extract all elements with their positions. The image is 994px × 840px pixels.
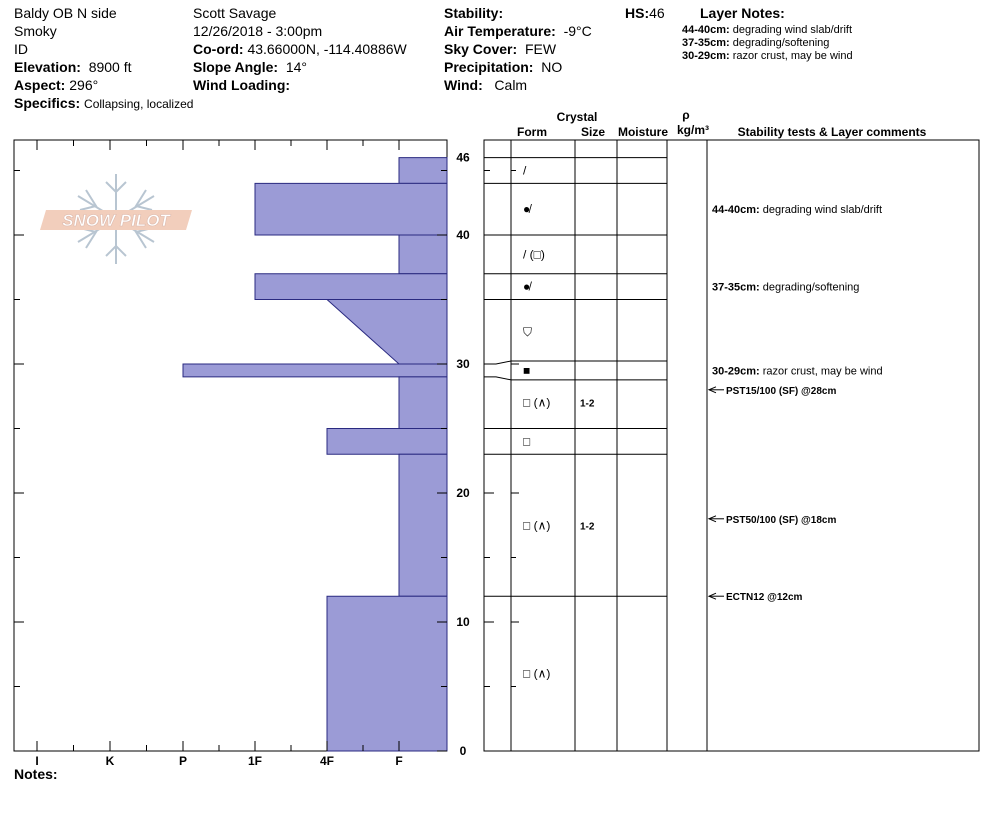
observation-datetime: 12/26/2018 - 3:00pm — [193, 23, 323, 39]
logo-text: SNOW PILOT — [62, 211, 170, 230]
layer-note: 44-40cm: degrading wind slab/drift — [682, 24, 853, 36]
snowpilot-logo — [40, 174, 192, 264]
size-header: Size — [580, 125, 606, 139]
crystal-form-symbol: ⛉ — [523, 324, 533, 339]
sky-cover-field: Sky Cover: FEW — [444, 41, 557, 57]
hardness-tick-label: I — [35, 754, 39, 768]
stability-test-label: PST15/100 (SF) @28cm — [726, 385, 837, 397]
hardness-layer-bar — [399, 158, 447, 184]
crystal-size: 1-2 — [580, 398, 595, 410]
hardness-tick-label: P — [178, 754, 188, 768]
depth-tick-label: 20 — [456, 486, 470, 500]
crystal-form-symbol: ●̸ — [523, 202, 531, 217]
density-unit: kg/m³ — [676, 123, 710, 137]
crystal-form-symbol: □ — [523, 434, 531, 449]
layer-table-columns — [511, 140, 707, 751]
density-symbol: ρ — [682, 108, 690, 122]
crystal-form-symbol: / — [523, 163, 527, 178]
layer-notes-title: Layer Notes: — [700, 5, 785, 21]
crystal-form-symbol: / (□) — [523, 247, 545, 262]
crystal-form-symbol: □ (∧) — [523, 666, 551, 681]
stability-field: Stability: — [444, 5, 504, 21]
hardness-layer-bar — [327, 596, 447, 751]
form-header: Form — [517, 125, 547, 139]
comments-header: Stability tests & Layer comments — [737, 125, 927, 139]
elevation-field: Elevation: 8900 ft — [14, 59, 132, 75]
notes-field: Notes: — [14, 766, 58, 782]
crystal-size: 1-2 — [580, 521, 595, 533]
depth-tick-label: 10 — [456, 615, 470, 629]
layer-note: 30-29cm: razor crust, may be wind — [682, 50, 853, 62]
hardness-layer-bar — [183, 364, 447, 377]
crystal-form-symbol: ●̸ — [523, 279, 531, 294]
moisture-header: Moisture — [617, 125, 669, 139]
coordinates-field: Co-ord: 43.66000N, -114.40886W — [193, 41, 407, 57]
stability-test-label: PST50/100 (SF) @18cm — [726, 514, 837, 526]
layer-comment: 30-29cm: razor crust, may be wind — [712, 365, 883, 378]
slope-angle-field: Slope Angle: 14° — [193, 59, 307, 75]
mountain-range: Smoky — [14, 23, 57, 39]
depth-tick-label: 0 — [459, 744, 467, 758]
stability-comments — [709, 204, 883, 603]
depth-tick-label: 40 — [456, 228, 470, 242]
wind-loading-field: Wind Loading: — [193, 77, 291, 93]
hardness-tick-label: 1F — [247, 754, 263, 768]
hardness-layer-bar — [327, 429, 447, 455]
layer-note: 37-35cm: degrading/softening — [682, 37, 830, 49]
hardness-layers — [183, 158, 447, 751]
layer-comment: 37-35cm: degrading/softening — [712, 281, 860, 294]
hardness-tick-label: F — [395, 754, 403, 768]
hardness-layer-bar — [255, 183, 447, 235]
layer-table-frame — [484, 140, 979, 751]
depth-tick-label: 46 — [456, 150, 470, 165]
state: ID — [14, 41, 28, 57]
crystal-form-symbol: □ (∧) — [523, 395, 551, 410]
column-headers — [517, 108, 927, 139]
hardness-layer-bar — [399, 454, 447, 596]
air-temperature-field: Air Temperature: -9°C — [444, 23, 592, 39]
crystal-header: Crystal — [556, 110, 598, 124]
wind-field: Wind: Calm — [444, 77, 528, 93]
hardness-layer-bar — [399, 377, 447, 429]
location-name: Baldy OB N side — [14, 5, 117, 21]
depth-tick-label: 30 — [456, 357, 470, 371]
hardness-tick-label: K — [105, 754, 115, 768]
aspect-field: Aspect: 296° — [14, 77, 99, 93]
crystal-form-symbol: ■ — [523, 363, 531, 378]
crystal-form-symbol: □ (∧) — [523, 518, 551, 533]
hardness-tick-label: 4F — [319, 754, 335, 768]
layer-comment: 44-40cm: degrading wind slab/drift — [712, 204, 882, 217]
stability-test-label: ECTN12 @12cm — [726, 592, 803, 604]
observer-name: Scott Savage — [193, 5, 277, 21]
snow-height-field: HS:46 — [625, 5, 665, 21]
hardness-layer-bar — [399, 235, 447, 274]
hardness-layer-bar — [255, 274, 447, 300]
precipitation-field: Precipitation: NO — [444, 59, 563, 75]
specifics-field: Specifics: Collapsing, localized — [14, 95, 194, 111]
hardness-layer-bar — [327, 300, 447, 365]
